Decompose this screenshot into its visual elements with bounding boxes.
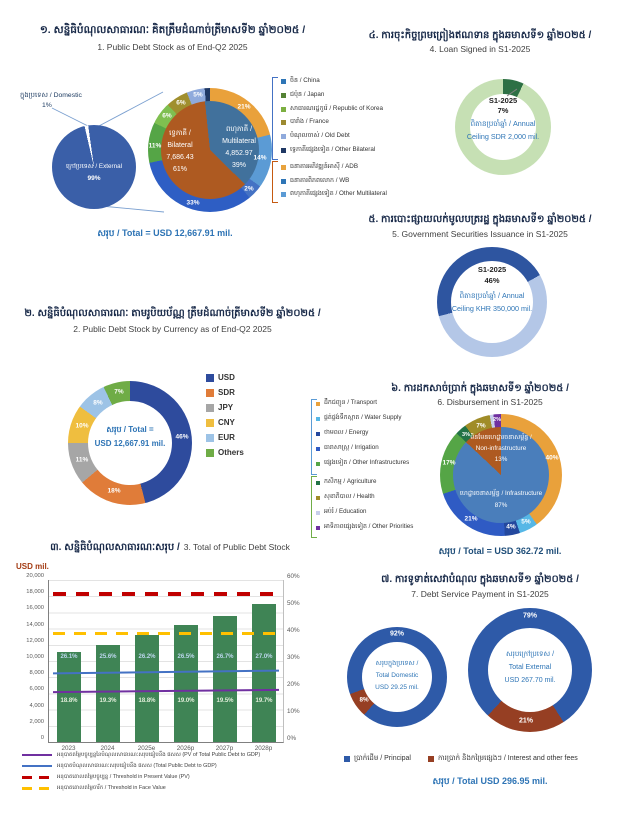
section4-title-khmer: ៤. ការចុះកិច្ចព្រមព្រៀងឥណទាន ក្នុងឆមាសទី១ ឆ្នាំ២០២៥ / <box>368 30 592 41</box>
ring-label-sdr: 18% <box>107 487 121 495</box>
legend-item <box>206 403 233 412</box>
legend-swatch <box>316 481 320 485</box>
section4-title-english: 4. Loan Signed in S1-2025 <box>429 44 531 54</box>
bilateral-label-km: ទ្វេភាគី / <box>169 130 191 137</box>
multilateral-value: 4,852.97 <box>225 150 253 157</box>
infrastructure-label: ហេដ្ឋារចនាសម្ព័ន្ធ / Infrastructure <box>459 490 543 497</box>
legend-label: USD <box>218 373 235 382</box>
legend-line-swatch <box>22 765 52 767</box>
legend-label: ធនាគារអភិវឌ្ឍន៍អាស៊ី / ADB <box>290 163 359 170</box>
securities-segment-label: S1-2025 <box>477 265 507 274</box>
x-axis-label: 2023 <box>61 745 76 752</box>
domestic-label-en: Total Domestic <box>375 672 419 679</box>
legend-label: អប់រំ / Education <box>324 508 367 515</box>
legend-label: សាធារណរដ្ឋកូរ៉េ / Republic of Korea <box>290 105 383 112</box>
legend-swatch <box>316 417 320 421</box>
ring-label-agriculture: 3% <box>462 432 470 438</box>
legend-item <box>22 784 166 792</box>
legend-swatch <box>281 134 286 139</box>
loan-ceiling-line1: ពិតានប្រចាំឆ្នាំ / Annual <box>470 119 536 128</box>
x-axis-label: 2025e <box>137 745 156 752</box>
legend-label: ជប៉ុន / Japan <box>290 91 325 98</box>
external-value: USD 267.70 mil. <box>504 677 556 684</box>
ring-label-eur: 8% <box>93 399 103 407</box>
legend-item <box>344 754 411 764</box>
legend-dash-swatch <box>22 787 52 790</box>
external-interest-pct: 21% <box>518 717 534 725</box>
legend-label: Others <box>218 448 244 457</box>
section3-title-english: 3. Total of Public Debt Stock <box>183 542 290 552</box>
domestic-principal-pct: 92% <box>389 630 405 638</box>
legend-item <box>281 105 383 114</box>
debt-to-gdp-line <box>53 670 279 675</box>
legend-label: កសិកម្ម / Agriculture <box>324 478 377 485</box>
section7-title-khmer: ៧. ការទូទាត់សេវាបំណុល ក្នុងឆមាសទី១ ឆ្នាំ២០២៥ / <box>381 574 579 585</box>
section6-total: សរុប / Total = USD 362.72 mil. <box>438 546 562 556</box>
legend-item <box>316 399 377 408</box>
external-principal-pct: 79% <box>522 612 538 620</box>
legend-swatch <box>206 419 214 427</box>
legend-label: អនុបាតគោលតម្លៃបច្ចុប្បន្ន / Threshold in Present Value (PV) <box>57 774 190 780</box>
threshold-pv-line <box>53 592 279 596</box>
debt-bar <box>252 604 276 743</box>
section7-total: សរុប / Total USD 296.95 mil. <box>432 776 548 786</box>
legend-item <box>281 118 329 127</box>
legend-swatch <box>206 449 214 457</box>
infrastructure-pct: 87% <box>494 502 508 509</box>
legend-label: EUR <box>218 433 235 442</box>
ring-label-water-supply: 5% <box>521 518 531 526</box>
legend-label: បំណុលចាស់ / Old Debt <box>290 132 350 139</box>
legend-item <box>206 448 244 457</box>
section2-title-english: 2. Public Debt Stock by Currency as of End-Q2 2025 <box>73 324 272 334</box>
legend-swatch <box>344 756 350 762</box>
legend-label: ការប្រាក់ និងកម្រៃផ្សេងៗ / Interest and other fees <box>438 755 578 762</box>
right-axis-tick: 50% <box>287 600 300 607</box>
right-axis-tick: 30% <box>287 654 300 661</box>
legend-label: អាទិភាពផ្សេងទៀត / Other Priorities <box>324 523 414 530</box>
debt-to-gdp-label: 26.7% <box>216 654 234 660</box>
ring-label-france: 6% <box>176 99 186 107</box>
legend-item <box>206 433 235 442</box>
currency-total-line1: សរុប / Total = <box>106 425 154 434</box>
legend-item <box>281 132 350 141</box>
left-axis-tick: 12,000 <box>26 638 44 644</box>
bilateral-label-en: Bilateral <box>167 142 193 149</box>
right-axis-tick: 40% <box>287 627 300 634</box>
pv-to-gdp-label: 19.3% <box>99 698 117 704</box>
pv-debt-to-gdp-line <box>53 689 279 693</box>
legend-swatch <box>281 107 286 112</box>
domestic-value: USD 29.25 mil. <box>375 684 419 691</box>
threshold-face-value-line <box>53 632 279 635</box>
ring-label-transport: 40% <box>545 454 559 462</box>
ring-label-other-priorities: 2% <box>493 417 501 423</box>
pv-to-gdp-label: 19.5% <box>216 698 234 704</box>
debt-to-gdp-label: 26.1% <box>60 654 78 660</box>
legend-item <box>281 177 349 186</box>
right-axis-tick: 10% <box>287 708 300 715</box>
pv-to-gdp-label: 18.8% <box>138 698 156 704</box>
bilateral-group-bracket <box>272 77 278 160</box>
legend-label: ប្រាក់ដើម / Principal <box>354 755 411 762</box>
loan-ceiling-line2: Ceiling SDR 2,000 mil. <box>466 132 540 141</box>
legend-swatch <box>316 432 320 436</box>
x-axis-label: 2024 <box>100 745 115 752</box>
legend-swatch <box>316 447 320 451</box>
legend-item <box>316 459 409 468</box>
domestic-label: ក្នុងប្រទេស / Domestic <box>20 92 82 99</box>
left-axis-tick: 4,000 <box>29 703 44 709</box>
ring-label-adb: 21% <box>237 103 251 111</box>
legend-item <box>22 773 190 781</box>
external-label: ក្រៅប្រទេស / External <box>65 163 123 170</box>
section7-title-english: 7. Debt Service Payment in S1-2025 <box>411 589 549 599</box>
multilateral-group-bracket <box>272 161 278 203</box>
section3-title-khmer: ៣. សន្និធិបំណុលសាធារណៈសរុប / <box>50 542 180 553</box>
right-axis-tick: 0% <box>287 735 297 742</box>
legend-item <box>428 754 578 764</box>
pv-to-gdp-label: 18.8% <box>60 698 78 704</box>
pv-to-gdp-label: 19.7% <box>255 698 273 704</box>
right-axis-tick: 60% <box>287 573 300 580</box>
y-axis-title: USD mil. <box>16 562 49 571</box>
ring-label-other-infrastructures: 17% <box>442 459 456 467</box>
loan-signed-segment-pct: 7% <box>497 106 509 115</box>
non-infrastructure-pct: 13% <box>494 456 508 463</box>
domestic-interest-pct: 8% <box>359 696 369 704</box>
ring-label-irrigation: 21% <box>464 515 478 523</box>
domestic-pct-label: 1% <box>42 102 52 109</box>
currency-total-line2: USD 12,667.91 mil. <box>94 439 166 448</box>
section1-title-khmer: ១. សន្និធិបំណុលសាធារណៈ គិតត្រឹមដំណាច់ត្រីមាសទី២ ឆ្នាំ២០២៥ / <box>39 24 306 36</box>
legend-label: ផ្សេងទៀត / Other Infrastructures <box>324 459 410 466</box>
multilateral-label-en: Multilateral <box>222 138 256 145</box>
legend-label: ធនាគារពិភពលោក / WB <box>290 177 350 184</box>
legend-swatch <box>281 120 286 125</box>
ring-label-jpy: 11% <box>75 456 89 464</box>
legend-item <box>281 190 387 199</box>
securities-ceiling-line1: ពិតានប្រចាំឆ្នាំ / Annual <box>459 291 525 300</box>
left-axis-tick: 10,000 <box>26 654 44 660</box>
legend-swatch <box>281 93 286 98</box>
legend-label: ទ្វេភាគីផ្សេងទៀត / Other Bilateral <box>290 146 376 153</box>
domestic-center-block <box>347 658 447 694</box>
legend-swatch <box>316 511 320 515</box>
external-label-km: សរុបក្រៅប្រទេស / <box>505 651 555 658</box>
legend-swatch <box>428 756 434 762</box>
legend-label: SDR <box>218 388 235 397</box>
left-axis-tick: 2,000 <box>29 719 44 725</box>
debt-bar <box>135 635 159 742</box>
legend-item <box>22 751 260 759</box>
left-axis-tick: 6,000 <box>29 686 44 692</box>
legend-label: បារាំង / France <box>290 118 329 125</box>
legend-label: ផ្គត់ផ្គង់ទឹកស្អាត / Water Supply <box>324 414 402 421</box>
legend-line-swatch <box>22 754 52 756</box>
non-infrastructure-label-km: មិនមែនហេដ្ឋារចនាសម្ព័ន្ធ / <box>470 434 532 441</box>
x-axis-label: 2026p <box>176 745 195 752</box>
legend-label: ចិន / China <box>290 77 320 84</box>
legend-swatch <box>316 462 320 466</box>
debt-to-gdp-label: 26.5% <box>177 654 195 660</box>
ring-label-japan: 11% <box>148 142 162 150</box>
section3-title <box>0 540 340 555</box>
left-axis-tick: 18,000 <box>26 589 44 595</box>
legend-item <box>316 414 401 423</box>
left-axis-tick: 14,000 <box>26 622 44 628</box>
securities-ceiling-line2: Ceiling KHR 350,000 mil. <box>451 304 533 313</box>
ring-label-cny: 10% <box>75 422 89 430</box>
legend-swatch <box>206 389 214 397</box>
legend-item <box>316 444 379 453</box>
section5-title-khmer: ៥. ការបោះផ្សាយលក់មូលបត្ររដ្ឋ ក្នុងឆមាសទី១ ឆ្នាំ២០២៥ / <box>368 214 592 225</box>
legend-item <box>281 77 320 86</box>
left-axis-tick: 8,000 <box>29 670 44 676</box>
legend-swatch <box>281 165 286 170</box>
ring-label-korea: 6% <box>162 112 172 120</box>
external-label-en: Total External <box>508 664 552 671</box>
ring-label-china: 33% <box>186 199 200 207</box>
legend-label: អនុបាតគោលតម្លៃចារឹក / Threshold in Face Value <box>57 785 166 791</box>
legend-swatch <box>206 434 214 442</box>
x-axis-label: 2027p <box>215 745 234 752</box>
legend-swatch <box>316 526 320 530</box>
legend-label: អនុបាតតម្លៃបច្ចុប្បន្ននៃបំណុលសាធារណៈសរុបធៀបនឹង ផសស (PV of Total Public Debt to GDP) <box>57 752 261 758</box>
pv-to-gdp-label: 19.0% <box>177 698 195 704</box>
external-center-block <box>468 648 592 687</box>
section2-title-khmer: ២. សន្និធិបំណុលសាធារណៈ តាមរូបិយប័ណ្ណ ត្រឹមដំណាច់ត្រីមាសទី២ ឆ្នាំ២០២៥ / <box>24 308 321 319</box>
legend-swatch <box>281 148 286 153</box>
legend-item <box>206 418 235 427</box>
debt-to-gdp-label: 26.2% <box>138 654 156 660</box>
ring-label-old-debt: 5% <box>193 91 203 99</box>
ring-label-other-multilateral: 2% <box>244 185 254 193</box>
debt-bar-chart <box>48 580 284 752</box>
section6-title-khmer: ៦. ការដកសាច់ប្រាក់ ក្នុងឆមាសទី១ ឆ្នាំ២០២៥ / <box>391 383 569 394</box>
legend-item <box>281 146 375 155</box>
legend-swatch <box>281 79 286 84</box>
bilateral-value: 7,686.43 <box>166 154 194 161</box>
legend-swatch <box>206 404 214 412</box>
multilateral-label-km: ពហុភាគី / <box>225 126 253 133</box>
legend-item <box>316 508 367 517</box>
ring-label-usd: 46% <box>175 433 189 441</box>
legend-dash-swatch <box>22 776 52 779</box>
x-axis-label: 2028p <box>254 745 273 752</box>
section1-total: សរុប / Total = USD 12,667.91 mil. <box>97 228 233 238</box>
ring-label-wb: 14% <box>253 154 267 162</box>
securities-segment-pct: 46% <box>484 276 500 285</box>
legend-item <box>316 478 376 487</box>
legend-swatch <box>281 192 286 197</box>
legend-label: អនុបាតបំណុលសាធារណៈសរុបធៀបនឹង ផសស (Total Public Debt to GDP) <box>57 763 217 769</box>
legend-label: សុខាភិបាល / Health <box>324 493 375 500</box>
legend-item <box>316 523 413 532</box>
legend-label: ថាមពល / Energy <box>324 429 369 436</box>
non-infrastructure-label-en: Non-infrastructure <box>475 445 527 452</box>
multilateral-pct: 39% <box>231 162 246 169</box>
legend-label: JPY <box>218 403 234 412</box>
ring-label-others: 7% <box>114 388 124 396</box>
left-axis-tick: 16,000 <box>26 605 44 611</box>
left-axis-tick: 0 <box>40 735 44 741</box>
bilateral-label-block <box>152 128 208 176</box>
debt-to-gdp-label: 25.6% <box>99 654 117 660</box>
legend-item <box>316 429 368 438</box>
legend-label: CNY <box>218 418 235 427</box>
legend-item <box>22 762 217 770</box>
legend-label: ដឹកជញ្ជូន / Transport <box>324 399 378 406</box>
domestic-label-km: សរុបក្នុងប្រទេស / <box>375 660 419 667</box>
legend-swatch <box>281 179 286 184</box>
legend-item <box>316 493 375 502</box>
ring-label-health: 7% <box>476 422 486 430</box>
multilateral-label-block <box>210 124 268 172</box>
legend-item <box>281 163 358 172</box>
left-axis-tick: 20,000 <box>26 573 44 579</box>
infrastructure-label-block <box>445 488 557 512</box>
legend-label: ពហុភាគីផ្សេងទៀត / Other Multilateral <box>290 190 387 197</box>
right-axis-tick: 20% <box>287 681 300 688</box>
legend-item <box>206 388 235 397</box>
legend-item <box>281 91 324 100</box>
section6-title-english: 6. Disbursement in S1-2025 <box>437 397 543 407</box>
legend-swatch <box>206 374 214 382</box>
legend-swatch <box>316 496 320 500</box>
section5-title-english: 5. Government Securities Issuance in S1-2025 <box>392 229 568 239</box>
external-pct-label: 99% <box>87 175 101 182</box>
debt-bar <box>174 625 198 742</box>
legend-label: ធារាសាស្ត្រ / Irrigation <box>324 444 379 451</box>
legend-item <box>206 373 235 382</box>
section1-title-english: 1. Public Debt Stock as of End-Q2 2025 <box>97 42 248 52</box>
ring-label-energy: 4% <box>506 523 516 531</box>
legend-swatch <box>316 402 320 406</box>
bilateral-pct: 61% <box>172 166 187 173</box>
debt-to-gdp-label: 27.0% <box>255 654 273 660</box>
loan-signed-segment-label: S1-2025 <box>488 96 518 105</box>
